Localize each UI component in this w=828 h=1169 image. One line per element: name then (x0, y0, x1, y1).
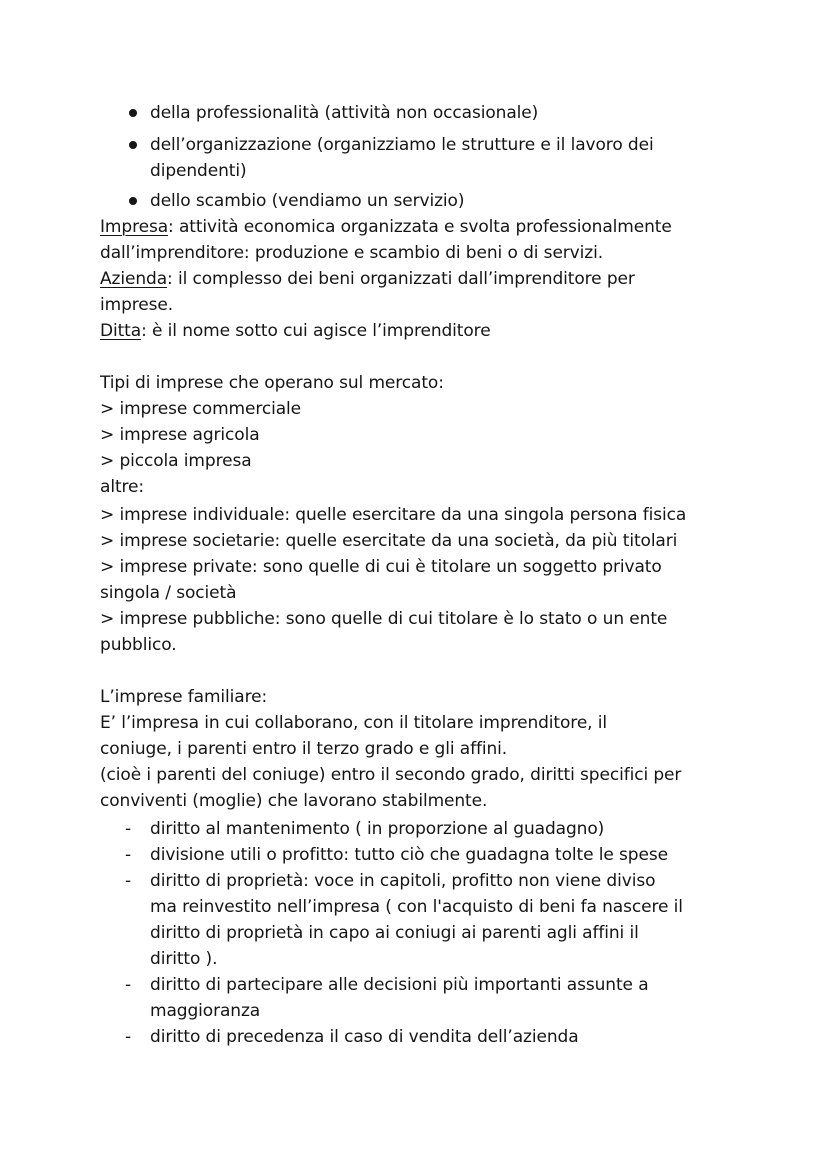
definition-azienda-cont: imprese. (100, 295, 174, 315)
tipi-item: > imprese agricola (100, 425, 260, 445)
dash-item-partecipare-cont: maggioranza (150, 1001, 261, 1021)
dash-marker: - (125, 975, 132, 995)
familiare-paragraph-line: coniuge, i parenti entro il terzo grado e gli affini. (100, 739, 508, 759)
bullet-dot (129, 109, 137, 117)
bullet-item-organizzazione-cont: dipendenti) (150, 161, 247, 181)
bullet-dot (129, 197, 137, 205)
dash-item-divisione-utili: divisione utili o profitto: tutto ciò che guadagna tolte le spese (150, 845, 668, 865)
dash-marker: - (125, 845, 132, 865)
definition-azienda-text: : il complesso dei beni organizzati dall’imprenditore per (167, 269, 635, 289)
tipi-item: altre: (100, 477, 145, 497)
tipi-item: > imprese pubbliche: sono quelle di cui titolare è lo stato o un ente (100, 609, 668, 629)
dash-item-mantenimento: diritto al mantenimento ( in proporzione al guadagno) (150, 819, 605, 839)
definition-ditta (100, 318, 491, 344)
dash-item-proprieta-cont: ma reinvestito nell’impresa ( con l'acquisto di beni fa nascere il (150, 897, 683, 917)
tipi-item: > piccola impresa (100, 451, 252, 471)
dash-marker: - (125, 819, 132, 839)
bullet-item-organizzazione: dell’organizzazione (organizziamo le strutture e il lavoro dei (150, 135, 654, 155)
term-azienda: Azienda (100, 269, 168, 289)
term-impresa: Impresa (100, 217, 169, 237)
definition-azienda (100, 266, 635, 292)
tipi-item: > imprese societarie: quelle esercitate da una società, da più titolari (100, 531, 678, 551)
dash-marker: - (125, 871, 132, 891)
familiare-heading: L’imprese familiare: (100, 687, 268, 707)
tipi-item: > imprese private: sono quelle di cui è titolare un soggetto privato (100, 557, 662, 577)
dash-marker: - (125, 1027, 132, 1047)
tipi-heading: Tipi di imprese che operano sul mercato: (100, 373, 444, 393)
definition-impresa (100, 214, 672, 240)
familiare-paragraph-line: conviventi (moglie) che lavorano stabilmente. (100, 791, 488, 811)
dash-item-proprieta-cont: diritto di proprietà in capo ai coniugi ai parenti agli affini il (150, 923, 639, 943)
dash-item-partecipare: diritto di partecipare alle decisioni più importanti assunte a (150, 975, 649, 995)
tipi-item: > imprese individuale: quelle esercitare da una singola persona fisica (100, 505, 687, 525)
definition-impresa-text: : attività economica organizzata e svolta professionalmente (168, 217, 672, 237)
bullet-item-scambio: dello scambio (vendiamo un servizio) (150, 191, 465, 211)
term-ditta: Ditta (100, 321, 142, 341)
definition-ditta-text: : è il nome sotto cui agisce l’imprenditore (141, 321, 491, 341)
familiare-paragraph-line: (cioè i parenti del coniuge) entro il secondo grado, diritti specifici per (100, 765, 682, 785)
tipi-item: singola / società (100, 583, 237, 603)
definition-impresa-cont: dall’imprenditore: produzione e scambio di beni o di servizi. (100, 243, 604, 263)
tipi-item: pubblico. (100, 635, 177, 655)
familiare-paragraph-line: E’ l’impresa in cui collaborano, con il titolare imprenditore, il (100, 713, 608, 733)
tipi-item: > imprese commerciale (100, 399, 302, 419)
bullet-dot (129, 141, 137, 149)
dash-item-proprieta-cont: diritto ). (150, 949, 218, 969)
bullet-item-professionalita: della professionalità (attività non occasionale) (150, 103, 539, 123)
dash-item-proprieta: diritto di proprietà: voce in capitoli, profitto non viene diviso (150, 871, 656, 891)
dash-item-precedenza: diritto di precedenza il caso di vendita dell’azienda (150, 1027, 579, 1047)
